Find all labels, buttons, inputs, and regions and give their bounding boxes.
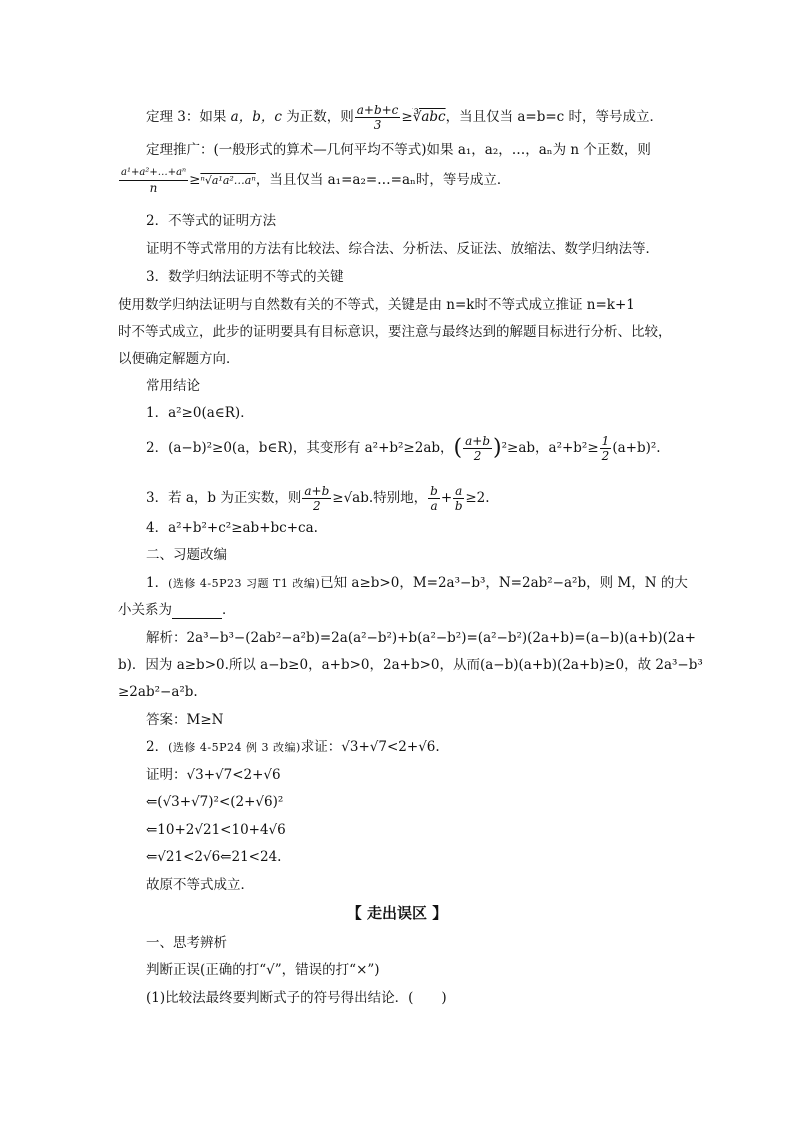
left-paren: (: [453, 435, 463, 461]
generalization-text: 定理推广：(一般形式的算术—几何平均不等式)如果 a₁，a₂，…，aₙ为 n 个正数，则: [146, 142, 651, 158]
section-heading: 【 走出误区 】: [346, 904, 448, 922]
conclusions-title: 常用结论: [146, 378, 200, 394]
relation-symbol: ≥: [401, 109, 413, 125]
judgement-item-1: [146, 989, 447, 1007]
fraction-denominator: 2: [601, 449, 610, 463]
exercise-2-question: 求证：√3+√7<2+√6.: [300, 739, 440, 755]
theorem-3-fraction: [355, 103, 401, 132]
generalization-line-2: [118, 166, 510, 195]
fraction-denominator: a: [430, 499, 438, 513]
theorem-3-vars: a，b，c: [226, 109, 287, 125]
fraction-numerator: a¹+a²+…+aⁿ: [119, 166, 188, 181]
theorem-3: [146, 103, 663, 132]
fraction-numerator: 1: [601, 434, 610, 448]
conclusion-2-end: (a+b)².: [612, 440, 661, 456]
fraction-denominator: n: [149, 181, 158, 195]
generalization-line-1: [146, 141, 651, 159]
fraction-denominator: b: [454, 499, 463, 513]
section-3-body-2: 时不等式成立，此步的证明要具有目标意识，要注意与最终达到的解题目标进行分析、比较，: [118, 324, 672, 340]
conclusion-2-text: 2．(a−b)²≥0(a，b∈R)，其变形有 a²+b²≥2ab，: [146, 440, 454, 456]
conclusion-3-fraction: [302, 484, 331, 513]
exercises-title: 二、习题改编: [146, 547, 227, 563]
relation-symbol: ≥: [189, 172, 201, 188]
conclusion-2-middle: ²≥ab，a²+b²≥: [501, 440, 599, 456]
solution-line-3: ≥2ab²−a²b.: [118, 684, 198, 700]
cube-root: ∛abc: [412, 109, 446, 125]
conclusion-3-end: ≥2.: [465, 490, 490, 506]
solution-line-1: 解析：2a³−b³−(2ab²−a²b)=2a(a²−b²)+b(a²−b²)=(a²−b²)(2a+b)=(a−b)(a+b)(2a+: [146, 630, 696, 646]
exercise-2: [146, 738, 440, 757]
exercise-1-line-2: [118, 601, 236, 619]
fraction-numerator: b: [430, 484, 438, 498]
section-3-body-3: 以便确定解题方向．: [118, 351, 240, 367]
exercise-1-line-1: [146, 574, 688, 593]
conclusion-3-fraction-b-over-a: [428, 484, 440, 513]
judgement-item-text: (1)比较法最终要判断式子的符号得出结论．(: [146, 990, 414, 1006]
proof-line-3: ⇐10+2√21<10+4√6: [146, 822, 286, 838]
section-2-title: 2．不等式的证明方法: [146, 213, 277, 229]
proof-line-4: ⇐√21<2√6⇐21<24.: [146, 849, 282, 865]
nth-root: ⁿ√a¹a²…aⁿ: [200, 174, 256, 187]
exercise-2-number: 2．: [146, 739, 169, 755]
conclusion-3-fraction-a-over-b: [453, 484, 464, 513]
conclusion-1: 1．a²≥0(a∈R)．: [146, 405, 254, 421]
solution-line-2: b)．因为 a≥b>0.所以 a−b≥0，a+b>0，2a+b>0，从而(a−b)(a+b)(2a+b)≥0，故 2a³−b³: [118, 657, 703, 673]
theorem-3-mid: 为正数，则: [286, 109, 354, 125]
plus-sign: +: [440, 490, 453, 506]
thinking-title: 一、思考辨析: [146, 935, 227, 951]
theorem-3-suffix: ，当且仅当 a=b=c 时，等号成立．: [445, 109, 664, 125]
judgement-item-end: ): [441, 990, 447, 1006]
exercise-1-end: ．: [222, 602, 236, 618]
theorem-3-prefix: 定理 3：如果: [146, 109, 227, 125]
section-2-body: 证明不等式常用的方法有比较法、综合法、分析法、反证法、放缩法、数学归纳法等．: [146, 241, 659, 257]
exercise-1-number: 1．: [146, 575, 169, 591]
proof-line-1: 证明：√3+√7<2+√6: [146, 767, 281, 783]
answer-blank[interactable]: [172, 604, 222, 619]
section-3-title: 3．数学归纳法证明不等式的关键: [146, 269, 344, 285]
fraction-denominator: 2: [313, 499, 321, 513]
exercise-1-source: (选修 4-5P23 习题 T1 改编): [168, 577, 321, 590]
conclusion-4: 4．a²+b²+c²≥ab+bc+ca.: [146, 520, 318, 536]
conclusion-2-half: [600, 434, 612, 463]
answer: 答案：M≥N: [146, 712, 224, 728]
generalization-suffix: ，当且仅当 a₁=a₂=…=aₙ时，等号成立．: [255, 172, 511, 188]
exercise-1-question: 已知 a≥b>0，M=2a³−b³，N=2ab²−a²b，则 M，N 的大: [320, 575, 688, 591]
proof-conclusion: 故原不等式成立．: [146, 877, 254, 893]
conclusion-3-middle: ≥√ab.特别地，: [332, 490, 428, 506]
exercise-1-question-cont: 小关系为: [118, 602, 172, 618]
right-paren: ): [493, 435, 502, 461]
fraction-denominator: 3: [373, 118, 382, 132]
conclusion-2-fraction: [463, 434, 492, 463]
conclusion-3-text: 3．若 a，b 为正实数，则: [146, 490, 302, 506]
section-3-body-1: 使用数学归纳法证明与自然数有关的不等式，关键是由 n=k时不等式成立推证 n=k+1: [118, 297, 635, 313]
fraction-numerator: a+b: [304, 484, 330, 498]
proof-line-2: ⇐(√3+√7)²<(2+√6)²: [146, 794, 284, 810]
fraction-numerator: a+b+c: [356, 103, 399, 117]
fraction-denominator: 2: [473, 449, 482, 463]
fraction-numerator: a: [455, 484, 463, 498]
instruction: 判断正误(正确的打“√”，错误的打“×”): [146, 962, 380, 978]
conclusion-2: [146, 434, 661, 463]
conclusion-3: [146, 484, 490, 513]
exercise-2-source: (选修 4-5P24 例 3 改编): [168, 741, 301, 754]
generalization-fraction: [119, 166, 188, 195]
fraction-numerator: a+b: [465, 434, 491, 448]
